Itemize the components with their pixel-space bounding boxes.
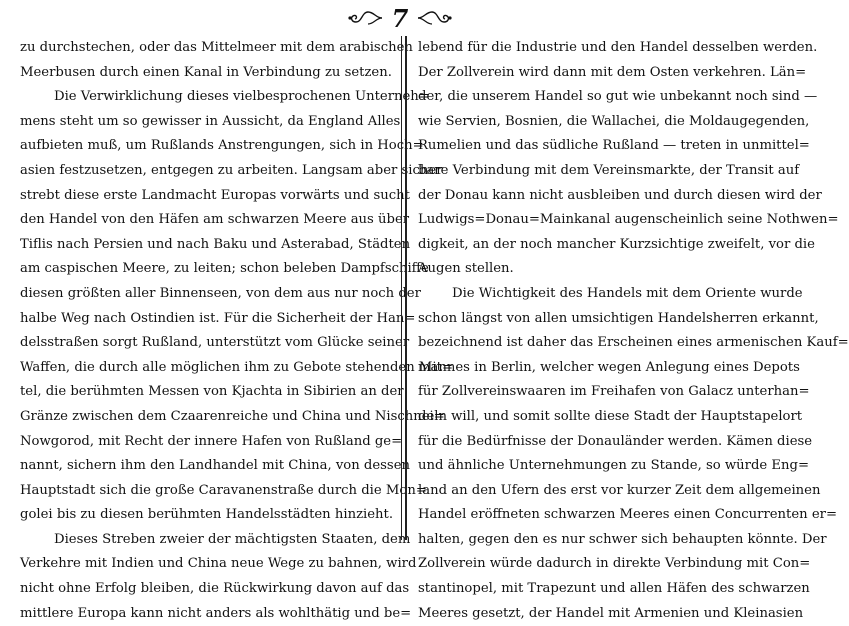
- text-line: Waffen, die durch alle möglichen ihm zu Gebote stehenden Mit=: [20, 359, 453, 375]
- text-line: Zollverein würde dadurch in direkte Verbindung mit Con=: [418, 556, 811, 572]
- text-line: digkeit, an der noch mancher Kurzsichtige zweifelt, vor die: [418, 236, 815, 252]
- column-divider-thin: [401, 36, 402, 540]
- page-number: 7: [391, 3, 409, 33]
- text-line: asien festzusetzen, entgegen zu arbeiten. Langsam aber sicher: [20, 162, 443, 178]
- text-line: Tiflis nach Persien und nach Baku und Asterabad, Städten: [20, 236, 411, 252]
- text-line: Handel eröffneten schwarzen Meeres einen Concurrenten er=: [418, 507, 837, 523]
- text-line: Die Wichtigkeit des Handels mit dem Oriente wurde: [452, 285, 803, 301]
- text-line: für Zollvereinswaaren im Freihafen von Galacz unterhan=: [418, 384, 810, 400]
- text-line: am caspischen Meere, zu leiten; schon beleben Dampfschiffe: [20, 261, 429, 277]
- text-line: Ludwigs=Donau=Mainkanal augenscheinlich seine Nothwen=: [418, 212, 839, 228]
- text-line: Rumelien und das südliche Rußland — treten in unmittel=: [418, 138, 810, 154]
- text-line: strebt diese erste Landmacht Europas vorwärts und sucht: [20, 187, 410, 203]
- text-line: aufbieten muß, um Rußlands Anstrengungen, sich in Hoch=: [20, 138, 424, 154]
- text-line: zu durchstechen, oder das Mittelmeer mit dem arabischen: [20, 40, 413, 55]
- text-line: deln will, und somit sollte diese Stadt der Hauptstapelort: [418, 408, 803, 424]
- left-text-column: [20, 36, 453, 626]
- text-line: schon längst von allen umsichtigen Handelsherren erkannt,: [418, 310, 819, 326]
- text-line: Meerbusen durch einen Kanal in Verbindung zu setzen.: [20, 64, 392, 80]
- text-line: den Handel von den Häfen am schwarzen Meere aus über: [20, 212, 410, 228]
- left-flourish-ornament-icon: [346, 8, 384, 28]
- text-line: Nowgorod, mit Recht der innere Hafen von Rußland ge=: [20, 433, 403, 449]
- text-line: nicht ohne Erfolg bleiben, die Rückwirkung davon auf das: [20, 581, 410, 597]
- text-line: diesen größten aller Binnenseen, von dem aus nur noch der: [20, 285, 421, 301]
- text-line: Gränze zwischen dem Czaarenreiche und China und Nischnei=: [20, 408, 445, 424]
- text-line: der, die unserem Handel so gut wie unbekannt noch sind —: [418, 89, 818, 105]
- text-line: Die Verwirklichung dieses vielbesprochenen Unterneh=: [54, 89, 430, 105]
- text-line: Der Zollverein wird dann mit dem Osten verkehren. Län=: [418, 64, 807, 80]
- column-divider-thick: [405, 36, 407, 540]
- text-line: Dieses Streben zweier der mächtigsten Staaten, dem: [54, 531, 411, 547]
- text-line: Meeres gesetzt, der Handel mit Armenien und Kleinasien: [418, 605, 804, 621]
- text-line: mittlere Europa kann nicht anders als wohlthätig und be=: [20, 605, 412, 621]
- text-line: mens steht um so gewisser in Aussicht, da England Alles: [20, 113, 401, 129]
- text-line: der Donau kann nicht ausbleiben und durch diesen wird der: [418, 187, 822, 203]
- text-line: und ähnliche Unternehmungen zu Stande, so würde Eng=: [418, 458, 809, 474]
- text-line: für die Bedürfnisse der Donauländer werden. Kämen diese: [418, 433, 813, 449]
- page-header: [0, 3, 800, 33]
- text-line: Hauptstadt sich die große Caravanenstraße durch die Mon=: [20, 482, 427, 498]
- right-text-column: [418, 36, 849, 626]
- text-line: delsstraßen sorgt Rußland, unterstützt vom Glücke seiner: [20, 335, 410, 351]
- text-line: mannes in Berlin, welcher wegen Anlegung eines Depots: [418, 359, 800, 375]
- text-line: lebend für die Industrie und den Handel desselben werden.: [418, 40, 818, 55]
- text-line: golei bis zu diesen berühmten Handelsstädten hinzieht.: [20, 507, 394, 523]
- text-line: nannt, sichern ihm den Landhandel mit China, von dessen: [20, 458, 410, 474]
- text-line: wie Servien, Bosnien, die Wallachei, die Moldaugegenden,: [418, 113, 810, 129]
- text-line: bezeichnend ist daher das Erscheinen eines armenischen Kauf=: [418, 335, 849, 351]
- right-flourish-ornament-icon: [416, 8, 454, 28]
- text-line: Augen stellen.: [418, 261, 514, 277]
- text-line: Verkehre mit Indien und China neue Wege zu bahnen, wird: [20, 556, 417, 572]
- text-line: land an den Ufern des erst vor kurzer Zeit dem allgemeinen: [418, 482, 821, 498]
- text-line: stantinopel, mit Trapezunt und allen Häfen des schwarzen: [418, 581, 810, 597]
- text-line: halten, gegen den es nur schwer sich behaupten könnte. Der: [418, 531, 827, 547]
- text-line: tel, die berühmten Messen von Kjachta in Sibirien an der: [20, 384, 404, 400]
- text-line: bare Verbindung mit dem Vereinsmarkte, der Transit auf: [418, 162, 800, 178]
- text-line: halbe Weg nach Ostindien ist. Für die Sicherheit der Han=: [20, 310, 416, 326]
